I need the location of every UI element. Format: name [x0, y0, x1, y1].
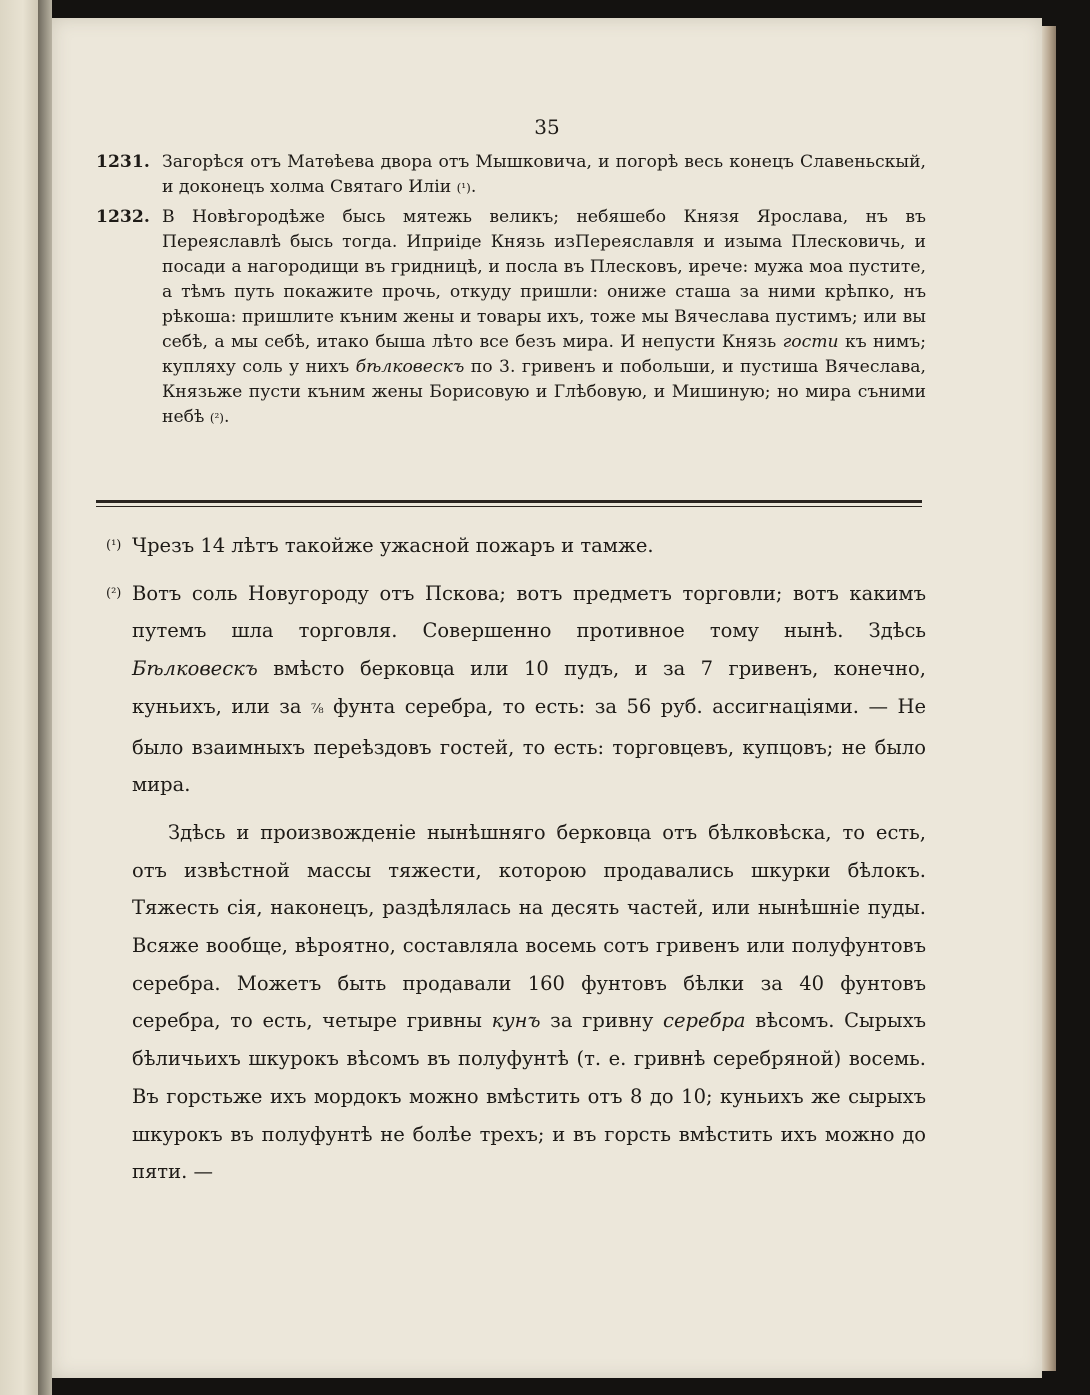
footnote-divider [96, 500, 922, 503]
book-gutter [38, 0, 52, 1395]
footnote-text: Чрезъ 14 лѣтъ такойже ужасной пожаръ и тамже. [132, 534, 654, 557]
page-number: 35 [534, 115, 560, 139]
facing-page-edge [0, 0, 38, 1395]
footnote-1 [96, 527, 926, 565]
footnote-2 [96, 575, 926, 804]
chronicle-entry-1232 [96, 205, 926, 431]
footnote-mark: (¹) [106, 538, 122, 553]
footnote-text: Вотъ соль Новугороду отъ Пскова; вотъ предметъ торговли; вотъ какимъ путемъ шла торговля. Совершенно противное тому нынѣ. Здѣсь Бѣлковескъ вмѣсто берковца или 10 пудъ, и за 7 гривенъ, конечно, куньихъ, или за ⁷⁄₈ фунта серебра, то есть: за 56 руб. ассигнаціями. — Не было взаимныхъ переѣздовъ гостей, то есть: торговцевъ, купцовъ; не было мира. [132, 581, 926, 797]
footnote-ref: (²) [209, 411, 224, 425]
commentary-paragraph: Здѣсь и произвожденіе нынѣшняго берковца отъ бѣлковѣска, то есть, отъ извѣстной массы тяжести, которою продавались шкурки бѣлокъ. Тяжесть сія, наконецъ, раздѣлялась на десять частей, или нынѣшніе пуды. Всяже вообще, вѣроятно, составляла восемь сотъ гривенъ или полуфунтовъ серебра. Можетъ быть продавали 160 фунтовъ бѣлки за 40 фунтовъ серебра, то есть, четыре гривны кунъ за гривну серебра вѣсомъ. Сырыхъ бѣличьихъ шкурокъ вѣсомъ въ полуфунтѣ (т. е. гривнѣ серебряной) восемь. Въ горстьже ихъ мордокъ можно вмѣстить отъ 8 до 10; куньихъ же сырыхъ шкурокъ въ полуфунтѣ не болѣе трехъ; и въ горсть вмѣстить ихъ можно до пяти. — [132, 820, 926, 1184]
footnote-ref: (¹) [456, 181, 471, 195]
footnotes [96, 527, 926, 1191]
entry-text: Загорѣся отъ Матѳѣева двора отъ Мышковича, и погорѣ весь конецъ Славеньскый, и доконецъ холма Святаго Иліи (¹). [162, 152, 926, 197]
footnote-divider-thin [96, 506, 922, 507]
page-stack-edge [1042, 26, 1056, 1371]
footnote-mark: (²) [106, 585, 122, 601]
chronicle-entry-1231 [96, 150, 926, 201]
entry-year: 1232. [96, 207, 150, 227]
entry-year: 1231. [96, 152, 150, 172]
entry-text: В Новѣгородѣже бысь мятежь великъ; небяшебо Князя Ярослава, нъ въ Переяславлѣ бысь тогда. Иприіде Князь изПереяславля и изыма Плесковичь, и посади а нагородищи въ гридницѣ, и посла въ Плесковъ, ирече: мужа моа пустите, а тѣмъ путь покажите прочь, откуду пришли: ониже сташа за ними крѣпко, нъ рѣкоша: пришлите къним жены и товары ихъ, тоже мы Вячеслава пустимъ; или вы себѣ, а мы себѣ, итако быша лѣто все безъ мира. И непусти Князь гости къ нимъ; купляху соль у нихъ бѣлковескъ по 3. гривенъ и побольши, и пустиша Вячеслава, Князьже пусти къним жены Борисовую и Глѣбовую, и Мишиную; но мира съними небѣ (²). [162, 207, 926, 427]
chronicle-text [96, 150, 926, 435]
